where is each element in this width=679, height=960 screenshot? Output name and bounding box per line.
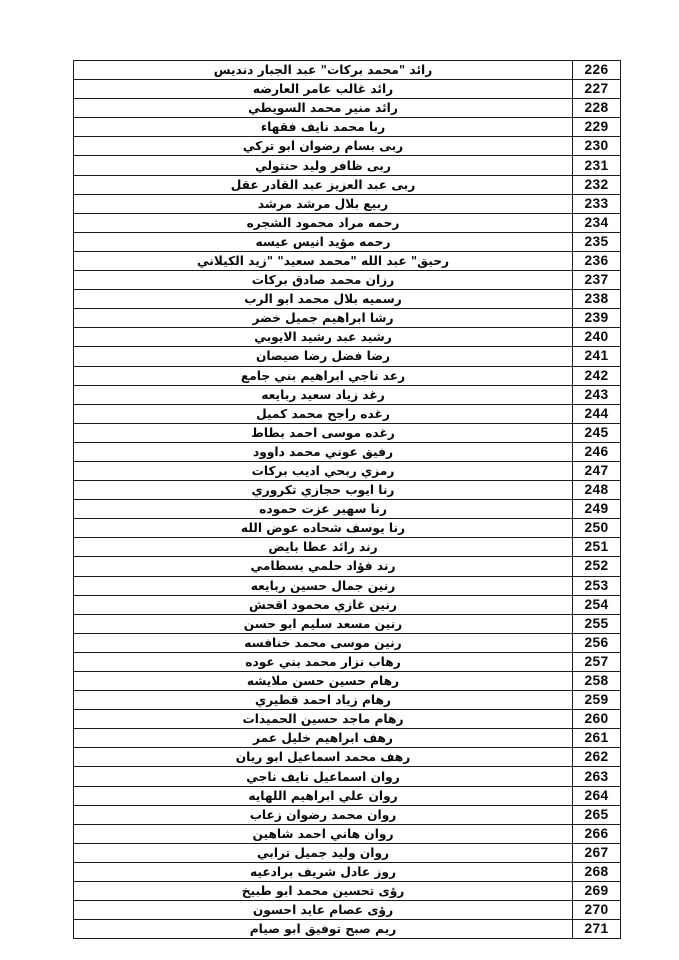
- row-number-cell: 252: [573, 557, 621, 576]
- table-row: [74, 614, 621, 633]
- student-name-cell: ربيع بلال مرشد مرشد: [74, 194, 573, 213]
- results-table: [73, 60, 621, 939]
- student-name-cell: رحيق" عبد الله "محمد سعيد" "زيد الكيلاني: [74, 251, 573, 270]
- table-row: [74, 557, 621, 576]
- row-number-cell: 231: [573, 156, 621, 175]
- row-number-cell: 270: [573, 901, 621, 920]
- row-number-cell: 265: [573, 805, 621, 824]
- row-number-cell: 243: [573, 385, 621, 404]
- table-row: [74, 595, 621, 614]
- student-name-cell: روان محمد رضوان زعاب: [74, 805, 573, 824]
- student-name-cell: رنين موسى محمد خنافسه: [74, 633, 573, 652]
- student-name-cell: رهف محمد اسماعيل ابو ريان: [74, 748, 573, 767]
- student-name-cell: رنين مسعد سليم ابو حسن: [74, 614, 573, 633]
- row-number-cell: 267: [573, 843, 621, 862]
- row-number-cell: 249: [573, 500, 621, 519]
- table-row: [74, 481, 621, 500]
- student-name-cell: رسميه بلال محمد ابو الرب: [74, 290, 573, 309]
- row-number-cell: 258: [573, 672, 621, 691]
- row-number-cell: 261: [573, 729, 621, 748]
- row-number-cell: 255: [573, 614, 621, 633]
- row-number-cell: 234: [573, 213, 621, 232]
- row-number-cell: 266: [573, 824, 621, 843]
- row-number-cell: 256: [573, 633, 621, 652]
- table-row: [74, 366, 621, 385]
- table-row: [74, 442, 621, 461]
- student-name-cell: روان اسماعيل نايف ناجي: [74, 767, 573, 786]
- table-row: [74, 652, 621, 671]
- table-row: [74, 385, 621, 404]
- student-name-cell: روان علي ابراهيم اللهايه: [74, 786, 573, 805]
- table-row: [74, 80, 621, 99]
- row-number-cell: 253: [573, 576, 621, 595]
- student-name-cell: رشا ابراهيم جميل خضر: [74, 309, 573, 328]
- table-row: [74, 404, 621, 423]
- student-name-cell: رحمه مراد محمود الشجره: [74, 213, 573, 232]
- table-row: [74, 710, 621, 729]
- row-number-cell: 242: [573, 366, 621, 385]
- student-name-cell: رهام زياد احمد قطيري: [74, 691, 573, 710]
- student-name-cell: رهاب نزار محمد بني عوده: [74, 652, 573, 671]
- table-row: [74, 767, 621, 786]
- table-row: [74, 786, 621, 805]
- table-row: [74, 748, 621, 767]
- table-row: [74, 882, 621, 901]
- table-row: [74, 729, 621, 748]
- table-row: [74, 251, 621, 270]
- row-number-cell: 246: [573, 442, 621, 461]
- table-row: [74, 461, 621, 480]
- row-number-cell: 250: [573, 519, 621, 538]
- student-name-cell: رائد منير محمد السويطي: [74, 99, 573, 118]
- row-number-cell: 260: [573, 710, 621, 729]
- student-name-cell: روان هاني احمد شاهين: [74, 824, 573, 843]
- student-name-cell: روان وليد جميل ترابي: [74, 843, 573, 862]
- table-row: [74, 672, 621, 691]
- student-name-cell: رشيد عبد رشيد الايوبي: [74, 328, 573, 347]
- table-row: [74, 328, 621, 347]
- student-name-cell: رغد زياد سعيد ربايعه: [74, 385, 573, 404]
- table-row: [74, 271, 621, 290]
- student-name-cell: رفيق عوني محمد داوود: [74, 442, 573, 461]
- table-row: [74, 519, 621, 538]
- table-row: [74, 901, 621, 920]
- row-number-cell: 269: [573, 882, 621, 901]
- student-name-cell: رؤى تحسين محمد ابو طبيخ: [74, 882, 573, 901]
- table-row: [74, 920, 621, 939]
- table-row: [74, 232, 621, 251]
- row-number-cell: 228: [573, 99, 621, 118]
- row-number-cell: 236: [573, 251, 621, 270]
- student-name-cell: رزان محمد صادق بركات: [74, 271, 573, 290]
- table-row: [74, 118, 621, 137]
- row-number-cell: 229: [573, 118, 621, 137]
- student-name-cell: رائد غالب عامر العارضه: [74, 80, 573, 99]
- student-name-cell: رنا سهير عزت حموده: [74, 500, 573, 519]
- row-number-cell: 230: [573, 137, 621, 156]
- row-number-cell: 264: [573, 786, 621, 805]
- student-name-cell: روز عادل شريف برادعيه: [74, 862, 573, 881]
- student-name-cell: رعد ناجي ابراهيم بني جامع: [74, 366, 573, 385]
- table-row: [74, 500, 621, 519]
- table-row: [74, 423, 621, 442]
- table-row: [74, 194, 621, 213]
- table-row: [74, 824, 621, 843]
- student-name-cell: رند رائد عطا بايض: [74, 538, 573, 557]
- table-row: [74, 576, 621, 595]
- table-row: [74, 347, 621, 366]
- table-row: [74, 691, 621, 710]
- row-number-cell: 247: [573, 461, 621, 480]
- table-row: [74, 99, 621, 118]
- row-number-cell: 271: [573, 920, 621, 939]
- student-name-cell: رضا فضل رضا صيصان: [74, 347, 573, 366]
- student-name-cell: رهام ماجد حسين الحميدات: [74, 710, 573, 729]
- row-number-cell: 227: [573, 80, 621, 99]
- table-row: [74, 213, 621, 232]
- row-number-cell: 262: [573, 748, 621, 767]
- student-name-cell: رنا يوسف شحاده عوض الله: [74, 519, 573, 538]
- row-number-cell: 239: [573, 309, 621, 328]
- table-row: [74, 61, 621, 80]
- row-number-cell: 226: [573, 61, 621, 80]
- student-name-cell: رؤى عصام عايد احسون: [74, 901, 573, 920]
- row-number-cell: 232: [573, 175, 621, 194]
- student-name-cell: رند فؤاد حلمي بسطامي: [74, 557, 573, 576]
- table-row: [74, 290, 621, 309]
- student-name-cell: ربى عبد العزيز عبد القادر عقل: [74, 175, 573, 194]
- row-number-cell: 259: [573, 691, 621, 710]
- table-row: [74, 137, 621, 156]
- table-row: [74, 843, 621, 862]
- table-row: [74, 156, 621, 175]
- table-row: [74, 175, 621, 194]
- student-name-cell: رحمه مؤيد انيس عيسه: [74, 232, 573, 251]
- row-number-cell: 233: [573, 194, 621, 213]
- table-row: [74, 862, 621, 881]
- student-name-cell: رغده راجح محمد كميل: [74, 404, 573, 423]
- student-name-cell: رهف ابراهيم خليل عمر: [74, 729, 573, 748]
- row-number-cell: 263: [573, 767, 621, 786]
- student-name-cell: ربى بسام رضوان ابو تركي: [74, 137, 573, 156]
- row-number-cell: 238: [573, 290, 621, 309]
- row-number-cell: 235: [573, 232, 621, 251]
- table-row: [74, 538, 621, 557]
- student-name-cell: رهام حسين حسن ملايشه: [74, 672, 573, 691]
- row-number-cell: 240: [573, 328, 621, 347]
- table-row: [74, 309, 621, 328]
- row-number-cell: 254: [573, 595, 621, 614]
- student-name-cell: ريم صبح توفيق ابو صيام: [74, 920, 573, 939]
- row-number-cell: 244: [573, 404, 621, 423]
- student-name-cell: ربا محمد نايف فقهاء: [74, 118, 573, 137]
- student-name-cell: ربى ظافر وليد حنتولي: [74, 156, 573, 175]
- row-number-cell: 245: [573, 423, 621, 442]
- student-name-cell: رنين غازي محمود اقحش: [74, 595, 573, 614]
- student-name-cell: رنا ايوب حجازي تكروري: [74, 481, 573, 500]
- student-name-cell: رغده موسى احمد بطاط: [74, 423, 573, 442]
- table-row: [74, 633, 621, 652]
- row-number-cell: 251: [573, 538, 621, 557]
- row-number-cell: 241: [573, 347, 621, 366]
- student-name-cell: رائد "محمد بركات" عبد الجبار دنديس: [74, 61, 573, 80]
- row-number-cell: 237: [573, 271, 621, 290]
- row-number-cell: 268: [573, 862, 621, 881]
- student-name-cell: رمزي ربحي اديب بركات: [74, 461, 573, 480]
- results-table-body: [74, 61, 621, 939]
- row-number-cell: 257: [573, 652, 621, 671]
- table-row: [74, 805, 621, 824]
- student-name-cell: رنين جمال حسين ربايعه: [74, 576, 573, 595]
- row-number-cell: 248: [573, 481, 621, 500]
